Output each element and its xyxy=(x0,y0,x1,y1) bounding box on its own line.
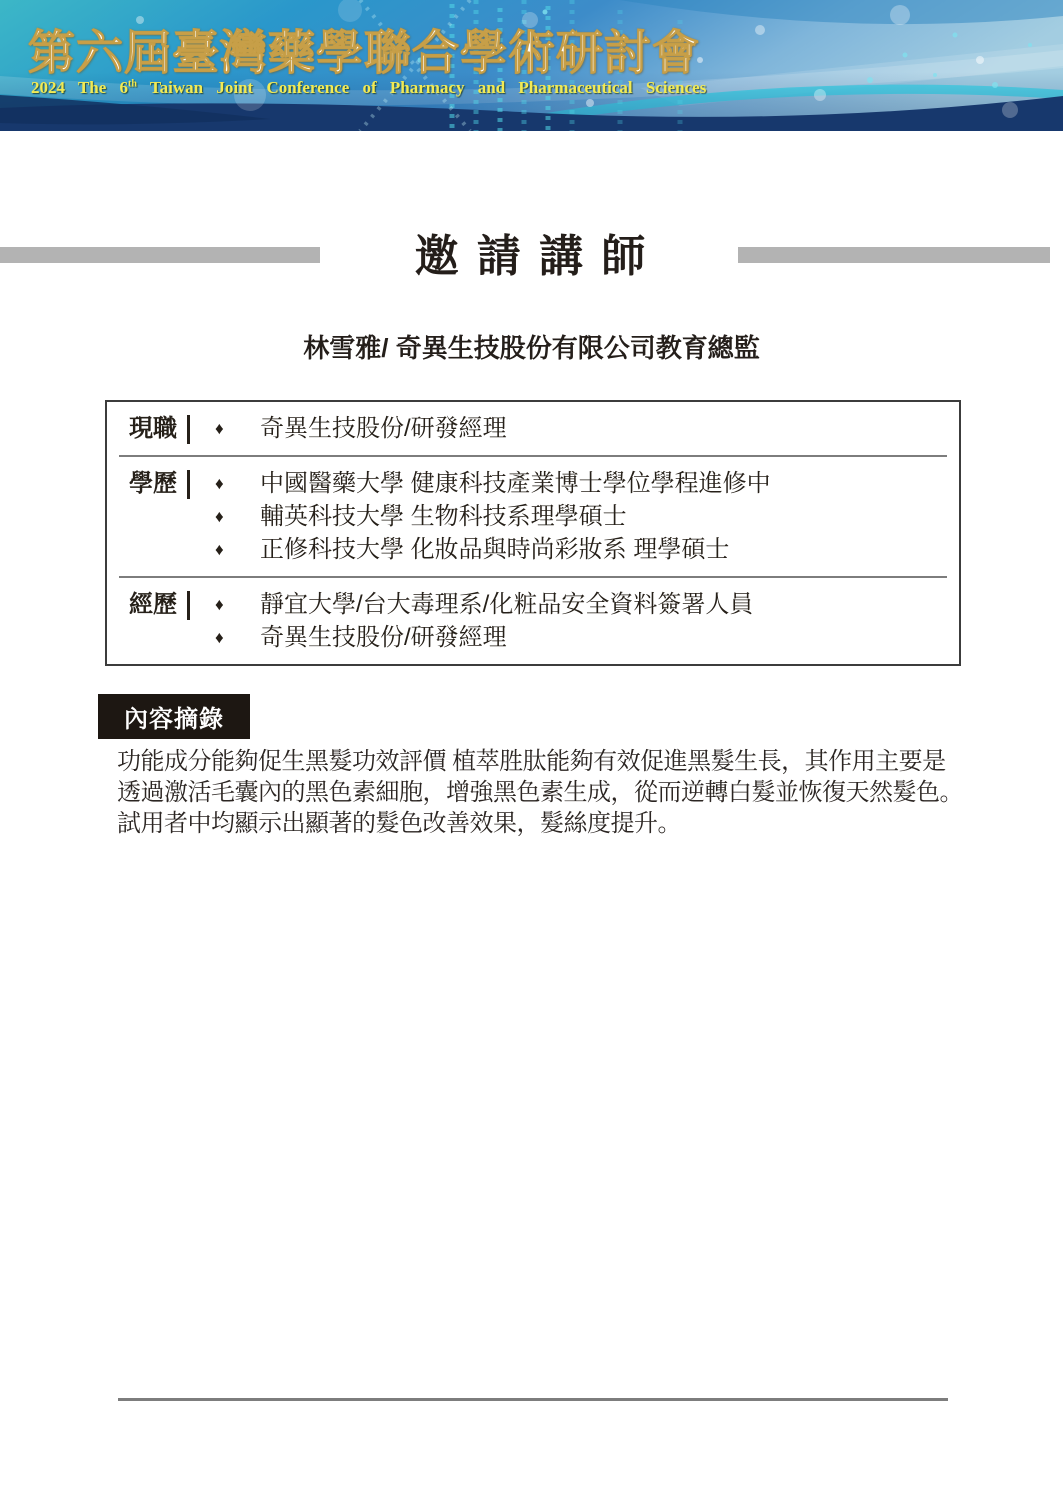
profile-row xyxy=(107,457,959,576)
row-label-group xyxy=(129,467,191,500)
diamond-bullet-icon: ♦ xyxy=(215,419,224,438)
row-label: 學歷 xyxy=(129,470,177,497)
abstract-line: 試用者中均顯示出顯著的髮色改善效果，髮絲度提升。 xyxy=(117,810,681,837)
label-divider xyxy=(187,470,190,499)
profile-item xyxy=(215,412,949,445)
profile-item-text: 奇異生技股份/研發經理 xyxy=(260,624,507,651)
row-items xyxy=(215,467,949,566)
diamond-bullet-icon: ♦ xyxy=(215,507,224,526)
diamond-bullet-icon: ♦ xyxy=(215,540,224,559)
diamond-bullet-icon: ♦ xyxy=(215,628,224,647)
label-divider xyxy=(187,591,190,620)
profile-item xyxy=(215,467,949,500)
footer-divider xyxy=(118,1398,948,1401)
diamond-bullet-icon: ♦ xyxy=(215,595,224,614)
profile-item xyxy=(215,621,949,654)
subtitle-prefix: 2024 The 6 xyxy=(31,78,129,97)
subtitle-rest: Taiwan Joint Conference of Pharmacy and Pharmaceutical Sciences xyxy=(136,78,707,97)
diamond-bullet-icon: ♦ xyxy=(215,474,224,493)
profile-row xyxy=(107,402,959,455)
label-divider xyxy=(187,415,190,444)
speaker-name: 林雪雅/ 奇異生技股份有限公司教育總監 xyxy=(303,333,760,363)
header-banner xyxy=(0,0,1063,131)
abstract-label-text: 內容摘錄 xyxy=(124,706,224,733)
row-items xyxy=(215,588,949,654)
profile-item xyxy=(215,588,949,621)
profile-item-text: 中國醫藥大學 健康科技產業博士學位學程進修中 xyxy=(260,470,771,497)
profile-item-text: 靜宜大學/台大毒理系/化粧品安全資料簽署人員 xyxy=(260,591,754,618)
row-label: 經歷 xyxy=(129,591,177,618)
profile-item xyxy=(215,533,949,566)
row-label-group xyxy=(129,412,191,445)
profile-row xyxy=(107,578,959,664)
abstract-line: 透過激活毛囊內的黑色素細胞，增強黑色素生成，從而逆轉白髮並恢復天然髮色。 xyxy=(117,779,963,806)
abstract-label xyxy=(98,694,250,739)
subtitle-ordinal: th xyxy=(128,78,137,90)
abstract-paragraph xyxy=(117,746,977,839)
row-label: 現職 xyxy=(129,415,177,442)
conference-title: 第六屆臺灣藥學聯合學術研討會 xyxy=(28,28,700,80)
section-title: 邀 請 講 師 xyxy=(414,232,649,281)
row-label-group xyxy=(129,588,191,621)
profile-item-text: 輔英科技大學 生物科技系理學碩士 xyxy=(260,503,627,530)
row-items xyxy=(215,412,949,445)
profile-item-text: 奇異生技股份/研發經理 xyxy=(260,415,507,442)
profile-item xyxy=(215,500,949,533)
right-divider-bar xyxy=(738,247,1050,263)
abstract-line: 功能成分能夠促生黑髮功效評價 植萃胜肽能夠有效促進黑髮生長，其作用主要是 xyxy=(117,748,946,775)
profile-item-text: 正修科技大學 化妝品與時尚彩妝系 理學碩士 xyxy=(260,536,730,563)
profile-box xyxy=(105,400,961,666)
conference-subtitle xyxy=(31,78,706,98)
